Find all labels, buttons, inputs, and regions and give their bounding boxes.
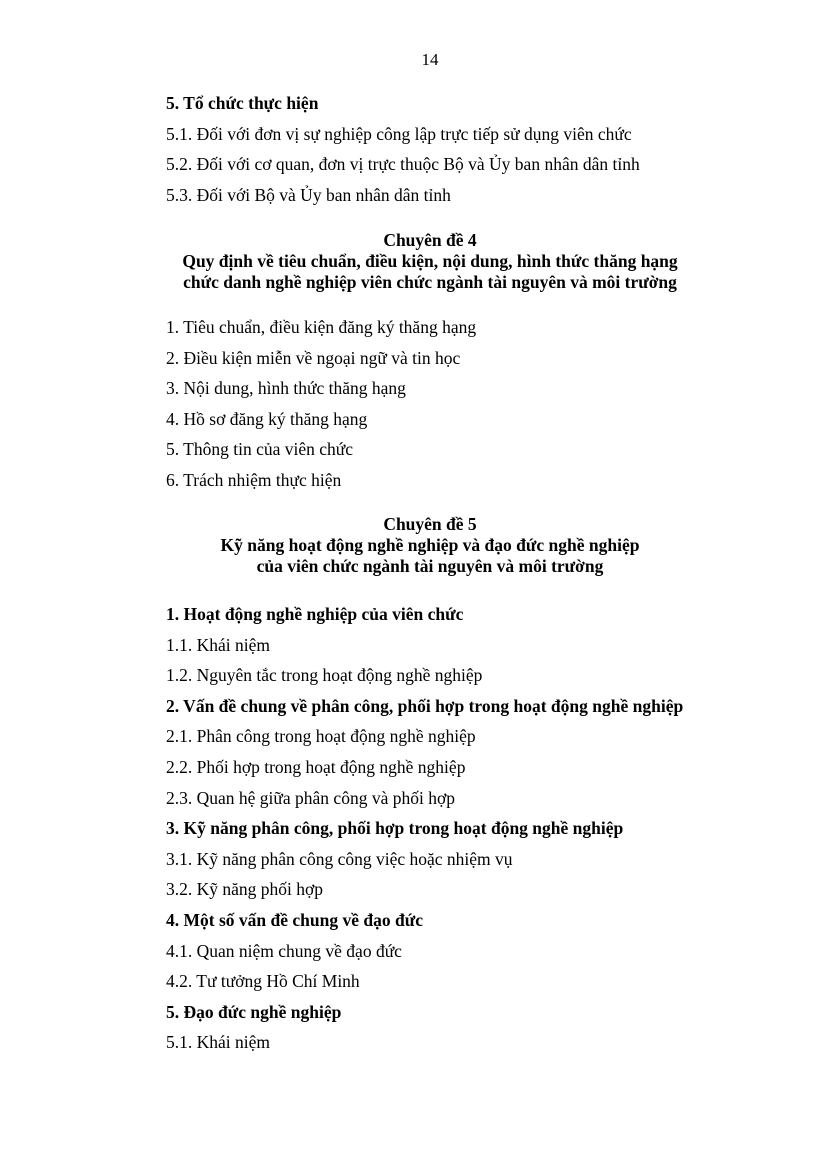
topic5-title-line2: của viên chức ngành tài nguyên và môi trường [256, 556, 604, 576]
list-item: 5.3. Đối với Bộ và Ủy ban nhân dân tỉnh [166, 184, 451, 205]
topic4-list [166, 312, 786, 496]
list-item: 3.2. Kỹ năng phối hợp [166, 879, 324, 900]
list-item: 5.1. Khái niệm [166, 1032, 271, 1053]
list-item: 5.2. Đối với cơ quan, đơn vị trực thuộc Bộ và Ủy ban nhân dân tỉnh [166, 154, 640, 175]
list-item: 2.2. Phối hợp trong hoạt động nghề nghiệp [166, 756, 466, 777]
topic4-title-line2: chức danh nghề nghiệp viên chức ngành tài nguyên và môi trường [183, 272, 677, 292]
topic5-list [166, 599, 786, 1058]
topic4-label: Chuyên đề 4 [383, 230, 477, 250]
list-item: 5.1. Đối với đơn vị sự nghiệp công lập trực tiếp sử dụng viên chức [166, 123, 632, 144]
list-item: 4.2. Tư tưởng Hồ Chí Minh [166, 971, 360, 992]
list-item: 2.1. Phân công trong hoạt động nghề nghiệp [166, 726, 476, 747]
list-item: 1. Hoạt động nghề nghiệp của viên chức [166, 604, 464, 624]
list-item: 2.3. Quan hệ giữa phân công và phối hợp [166, 787, 455, 808]
list-item: 4. Một số vấn đề chung về đạo đức [166, 909, 423, 930]
topic4-heading [0, 230, 820, 293]
list-item: 4. Hồ sơ đăng ký thăng hạng [166, 408, 368, 429]
list-item: 5. Tổ chức thực hiện [166, 93, 319, 113]
topic4-title-line1: Quy định về tiêu chuẩn, điều kiện, nội dung, hình thức thăng hạng [182, 251, 678, 271]
list-item: 3. Nội dung, hình thức thăng hạng [166, 378, 406, 399]
list-item: 2. Vấn đề chung về phân công, phối hợp trong hoạt động nghề nghiệp [166, 695, 684, 716]
list-item: 1.2. Nguyên tắc trong hoạt động nghề nghiệp [166, 665, 483, 686]
topic5-label: Chuyên đề 5 [383, 514, 477, 534]
topic5-heading [0, 514, 820, 577]
list-item: 3. Kỹ năng phân công, phối hợp trong hoạt động nghề nghiệp [166, 818, 624, 839]
section-organization [166, 88, 786, 210]
list-item: 4.1. Quan niệm chung về đạo đức [166, 940, 402, 961]
list-item: 1. Tiêu chuẩn, điều kiện đăng ký thăng hạng [166, 317, 477, 337]
list-item: 5. Đạo đức nghề nghiệp [166, 1001, 342, 1022]
list-item: 2. Điều kiện miễn về ngoại ngữ và tin học [166, 347, 461, 368]
topic5-title-line1: Kỹ năng hoạt động nghề nghiệp và đạo đức nghề nghiệp [220, 535, 640, 555]
list-item: 6. Trách nhiệm thực hiện [166, 469, 342, 490]
list-item: 1.1. Khái niệm [166, 634, 271, 655]
list-item: 5. Thông tin của viên chức [166, 439, 354, 460]
page-number: 14 [421, 50, 439, 69]
list-item: 3.1. Kỹ năng phân công công việc hoặc nhiệm vụ [166, 848, 513, 869]
